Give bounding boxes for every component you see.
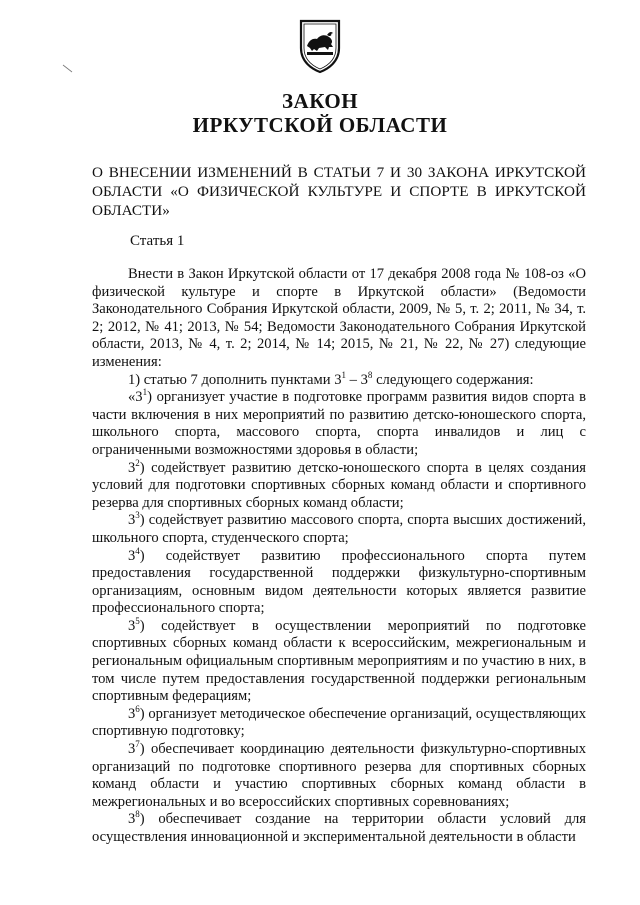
law-body: [92, 266, 586, 847]
item-1-paragraph: 1) статью 7 дополнить пунктами $3^1 - 3^8$ следующего содержания:: [128, 369, 534, 388]
point-3-7: $3^7$) обеспечивает координацию деятельности физкультурно-спортивных организаций по подготовке спортивного резерва для спортивных сборных команд области и участию спортивных сборных команд области в межрегиональных и во всероссийских спортивных соревнованиях;: [92, 739, 586, 810]
babr-figure-icon: [307, 35, 333, 51]
law-region-title: ИРКУТСКОЙ ОБЛАСТИ: [192, 113, 448, 137]
scan-mark: [62, 64, 74, 74]
intro-paragraph: Внести в Закон Иркутской области от 17 декабря 2008 года № 108-оз «О физической культуре и спорте в Иркутской области» (Ведомости Законодательного Собрания Иркутской области, 2009, № 5, т. 2; 2011, № 34, т. 2; 2012, № 41; 2013, № 54; Ведомости Законодательного Собрания Иркутской области, 2013, № 4, т. 2; 2014, № 14; 2015, № 21, № 22, № 27) следующие изменения:: [92, 266, 586, 370]
coat-of-arms-emblem: [298, 18, 342, 74]
point-3-1: «$3^1$) организует участие в подготовке программ развития видов спорта в части включения в них мероприятий по развитию детско-юношеского спорта, школьного спорта, массового спорта, спорта инвалидов и лиц с ограниченными возможностями здоровья в области;: [92, 387, 586, 458]
article-heading: Статья 1: [130, 233, 185, 249]
law-title: ЗАКОН: [281, 89, 359, 113]
point-3-2: $3^2$) содействует развитию детско-юношеского спорта в целях создания условий для подготовки спортивных сборных команд области и спортивного резерва для спортивных сборных команд области;: [92, 457, 586, 511]
law-subtitle: О ВНЕСЕНИИ ИЗМЕНЕНИЙ В СТАТЬИ 7 И 30 ЗАКОНА ИРКУТСКОЙ ОБЛАСТИ «О ФИЗИЧЕСКОЙ КУЛЬТУРЕ И СПОРТЕ В ИРКУТСКОЙ ОБЛАСТИ»: [92, 164, 586, 219]
point-3-8: $3^8$) обеспечивает создание на территории области условий для осуществления инновационной и экспериментальной деятельности в области: [92, 809, 586, 845]
point-3-6: $3^6$) организует методическое обеспечение организаций, осуществляющих спортивную подготовку;: [92, 703, 586, 740]
point-3-5: $3^5$) содействует в осуществлении мероприятий по подготовке спортивных сборных команд области к всероссийским, межрегиональным и региональным официальным спортивным мероприятиям и по участию в них, в том числе путем предоставления государственной поддержки региональным спортивным федерациям;: [92, 615, 586, 705]
point-3-3: $3^3$) содействует развитию массового спорта, спорта высших достижений, школьного спорта, студенческого спорта;: [92, 510, 586, 546]
sable-figure-icon: [327, 32, 333, 36]
point-3-4: $3^4$) содействует развитию профессионального спорта путем предоставления государственной поддержки физкультурно-спортивным организациям, основным видом деятельности которых является развитие профессионального спорта;: [92, 545, 586, 617]
